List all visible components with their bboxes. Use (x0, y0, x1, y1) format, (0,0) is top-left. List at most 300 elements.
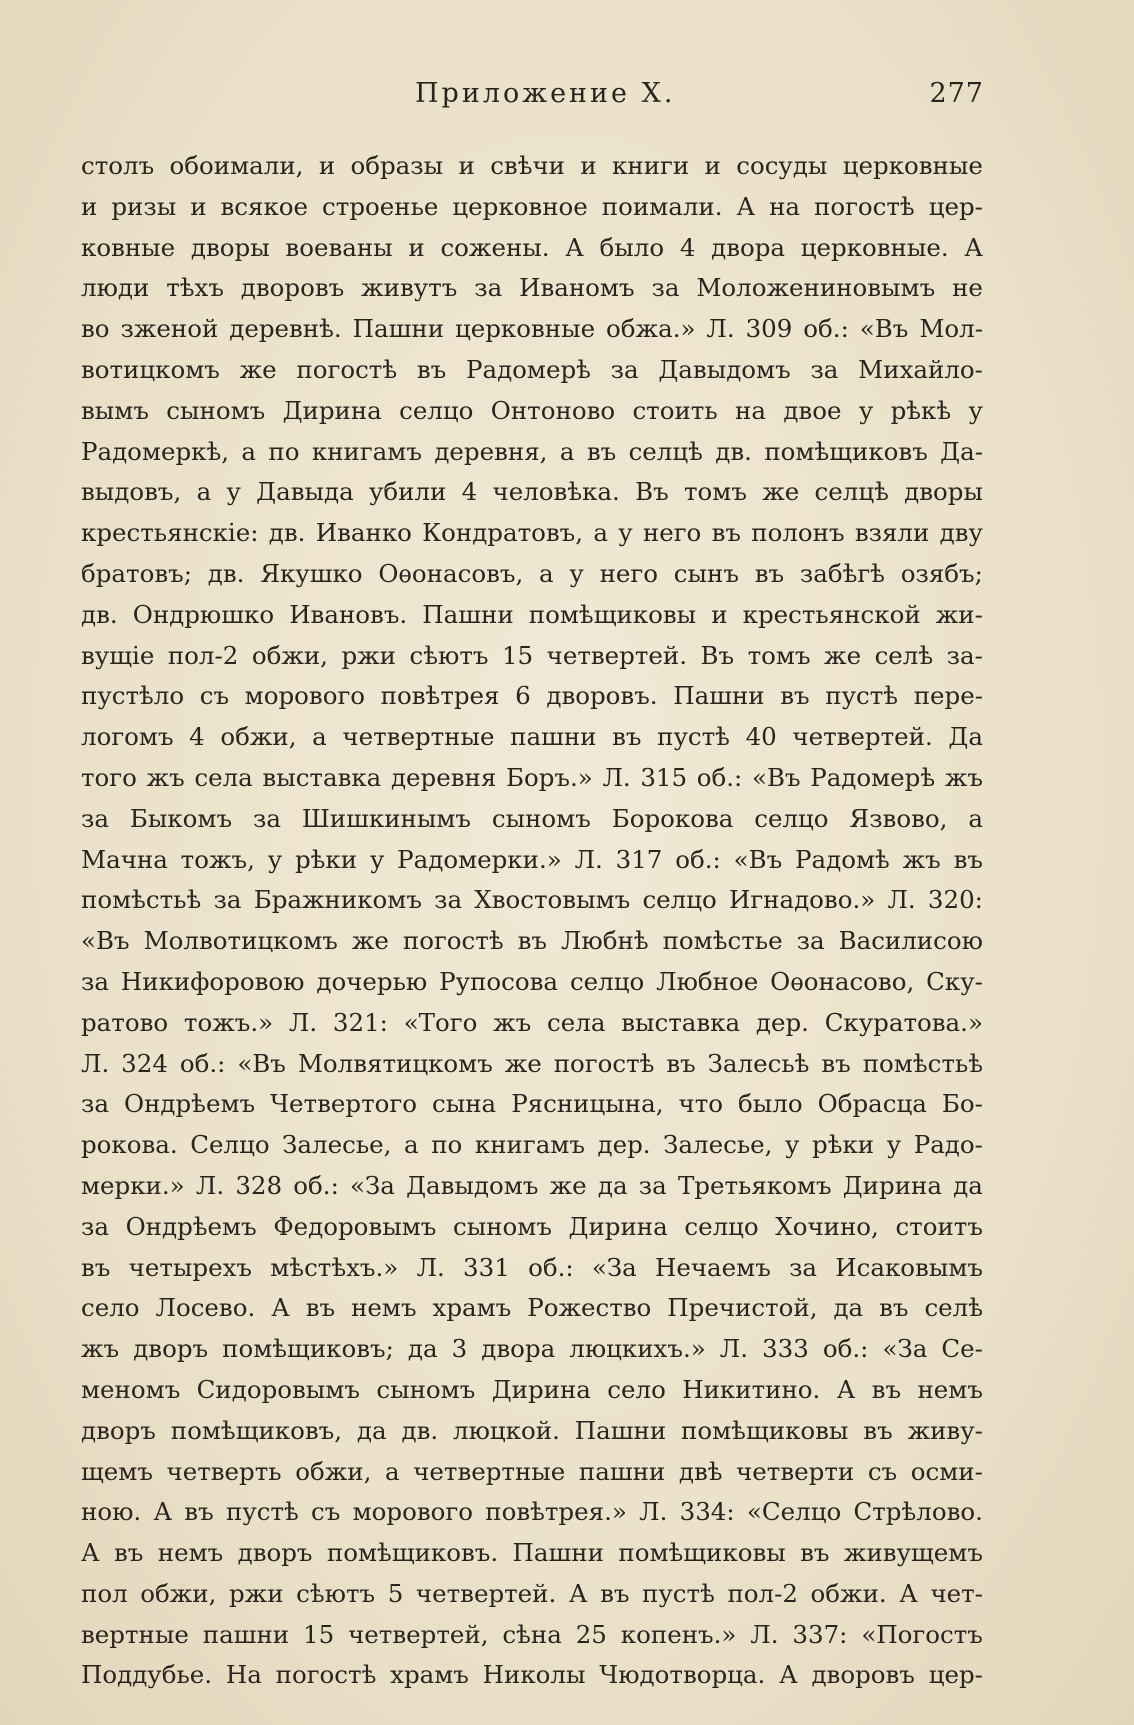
page-number: 277 (929, 78, 984, 109)
word: Л. (887, 885, 916, 915)
text-line (81, 962, 983, 1003)
word: Радомѣ (795, 844, 890, 874)
word: четвертные (413, 1456, 566, 1486)
word: церковные (454, 314, 596, 344)
word: у (369, 844, 385, 874)
word: въ (305, 1293, 336, 1323)
text-line (81, 228, 983, 269)
text-line (81, 1411, 983, 1452)
word: да (953, 1170, 983, 1200)
word: Сидоровымъ (196, 1374, 360, 1404)
word: Пашни (673, 681, 765, 711)
word: селцо (684, 1211, 759, 1241)
word: селцо (569, 966, 645, 996)
word: 6 (515, 681, 531, 711)
word: селцѣ (814, 477, 889, 507)
word: а (593, 518, 608, 548)
word: обжи, (251, 640, 328, 670)
word: да (833, 1293, 864, 1323)
word: Въ (700, 640, 735, 670)
word: и (190, 191, 207, 221)
word: въ (184, 1497, 214, 1527)
word: дворы (190, 232, 270, 262)
text-line (81, 309, 983, 350)
word: что (678, 1089, 724, 1119)
word: об.: (696, 762, 743, 792)
word: обжи, (140, 1578, 217, 1608)
word: дв. (81, 599, 118, 629)
word: 309 (745, 314, 793, 344)
word: было (599, 232, 665, 262)
word: Пашни (352, 314, 445, 344)
word: погостѣ (813, 191, 915, 221)
word: копенъ.» (620, 1619, 737, 1649)
word: Дирина (491, 1374, 591, 1404)
text-line (81, 595, 983, 636)
text-line (81, 1533, 983, 1574)
word: въ (953, 844, 983, 874)
word: Давыдомъ (406, 1170, 539, 1200)
word: селѣ (924, 1293, 983, 1323)
word: Борокова (611, 803, 734, 833)
word: А (271, 1293, 290, 1323)
word: 328 (235, 1170, 283, 1200)
word: и (580, 151, 597, 180)
word: помѣстьѣ (81, 885, 202, 915)
word: а (404, 1130, 419, 1160)
word: Пашни (574, 1415, 667, 1445)
word: Иванко (315, 518, 412, 548)
word: рѣки (812, 1130, 875, 1160)
word: 15 (501, 640, 534, 670)
word: книгамъ (474, 1130, 585, 1160)
word: помѣщиковъ (764, 436, 928, 466)
word: «Погостъ (861, 1619, 983, 1649)
word: выставка (262, 762, 382, 792)
word: же (762, 477, 800, 507)
word: Мачна (81, 844, 168, 874)
word: сѣютъ (296, 1578, 376, 1608)
word: у (858, 395, 874, 425)
word: Федоровымъ (273, 1211, 437, 1241)
word: за (810, 354, 839, 384)
word: Селцо (190, 1130, 270, 1160)
word: Л. (602, 762, 631, 792)
text-line (81, 1044, 983, 1085)
word: дву (939, 518, 983, 548)
word: Хочино, (775, 1211, 879, 1241)
word: строенье (322, 191, 439, 221)
word: и (408, 232, 425, 262)
word: въ (586, 436, 617, 466)
word: съ (199, 681, 230, 711)
word: об.: (293, 1170, 339, 1200)
word: у (785, 1130, 800, 1160)
word: дворъ (237, 1538, 313, 1568)
word: не (952, 273, 983, 303)
word: двѣ (678, 1456, 723, 1486)
text-line (81, 432, 983, 473)
word: Радомерѣ (810, 762, 936, 792)
text-line (81, 1166, 983, 1207)
word: четвертей. (415, 1578, 557, 1608)
word: Исаковымъ (835, 1252, 983, 1282)
word: об.: (528, 1252, 574, 1282)
word: пол-2 (727, 1578, 798, 1608)
word: Давыдомъ (658, 354, 791, 384)
text-line (81, 840, 983, 881)
word: Скуратова.» (824, 1007, 983, 1037)
text-line (81, 1207, 983, 1248)
word: Дирина (282, 395, 382, 425)
word: вымъ (81, 395, 149, 425)
word: мерки.» (81, 1170, 185, 1200)
word: немъ (157, 1538, 224, 1568)
word: тожъ.» (183, 1007, 274, 1037)
word: сѣна (502, 1619, 562, 1649)
word: за (81, 803, 109, 833)
word: Николы (482, 1660, 586, 1690)
word: и (458, 151, 475, 180)
word: Давыда (256, 477, 354, 507)
text-line (81, 1125, 983, 1166)
word: Радомеркѣ, (81, 436, 230, 466)
word: да (356, 1415, 387, 1445)
word: Ску- (926, 966, 983, 996)
word: жъ (146, 762, 185, 792)
word: щемъ (81, 1456, 153, 1486)
word: человѣка. (492, 477, 620, 507)
word: на (769, 191, 800, 221)
word: «Въ (733, 844, 783, 874)
word: цер- (928, 191, 983, 221)
word: живу- (907, 1415, 983, 1445)
word: обжи, (295, 1456, 372, 1486)
word: А (779, 1660, 798, 1690)
word: двое (783, 395, 842, 425)
word: рѣки (294, 844, 358, 874)
word: Онтоново (490, 395, 616, 425)
word: и (704, 151, 721, 180)
word: 5 (387, 1578, 404, 1608)
word: погостѣ (553, 1048, 655, 1078)
word: пустѣ (225, 1497, 299, 1527)
word: живутъ (361, 273, 458, 303)
word: Никифоровою (120, 966, 305, 996)
word: Василисою (838, 926, 983, 956)
word: у (968, 395, 983, 425)
text-line (81, 758, 983, 799)
word: по (268, 436, 300, 466)
word: въ (517, 926, 547, 956)
word: Да (948, 722, 983, 752)
word: церковное (452, 191, 588, 221)
word: того (81, 762, 137, 792)
text-line (81, 391, 983, 432)
word: помѣстье (662, 926, 783, 956)
word: ржи (341, 640, 397, 670)
word: было (738, 1089, 803, 1119)
word: помѣщиковы (618, 1538, 786, 1568)
word: за (434, 885, 463, 915)
text-line (81, 636, 983, 677)
word: Ондрюшко (132, 599, 275, 629)
word: Л. (750, 1619, 779, 1649)
word: сыномъ (452, 1211, 552, 1241)
word: братовъ; (81, 558, 192, 588)
word: него (599, 558, 659, 588)
word: въ (600, 1578, 630, 1608)
word: Пашни (512, 1538, 604, 1568)
word: Третьякомъ (677, 1170, 832, 1200)
word: храмъ (390, 1660, 469, 1690)
word: 4 (679, 232, 696, 262)
word: въ (780, 681, 810, 711)
word: селѣ (874, 640, 934, 670)
text-line (81, 1492, 983, 1533)
word: убили (368, 477, 447, 507)
word: Дирина (842, 1170, 942, 1200)
word: Залесье, (663, 1130, 773, 1160)
word: въ (879, 1293, 909, 1323)
text-line (81, 1003, 983, 1044)
word: у (886, 1130, 902, 1160)
word: ною. (81, 1497, 142, 1527)
word: дер. (755, 1007, 809, 1037)
word: «За (350, 1170, 395, 1200)
word: 320: (927, 885, 983, 915)
word: въ (81, 1252, 111, 1282)
word: Л. (706, 314, 735, 344)
word: Л. (81, 1048, 110, 1078)
word: морового (244, 681, 366, 711)
word: Никитино. (682, 1374, 821, 1404)
word: рѣкѣ (890, 395, 952, 425)
word: Молвятицкомъ (297, 1048, 493, 1078)
word: 337: (792, 1619, 848, 1649)
word: деревня (390, 762, 497, 792)
word: обжи. (810, 1578, 887, 1608)
word: Ондрѣемъ (124, 1089, 256, 1119)
word: за- (946, 640, 983, 670)
word: сожены. (440, 232, 550, 262)
word: за (651, 273, 680, 303)
word: Се- (941, 1334, 983, 1364)
word: а (384, 1456, 400, 1486)
word: Рупосова (439, 966, 559, 996)
word: 324 (121, 1048, 168, 1078)
word: томъ (683, 477, 747, 507)
word: стоитъ (895, 1211, 983, 1241)
text-line (81, 554, 983, 595)
word: Радомерки.» (397, 844, 562, 874)
word: Въ (635, 477, 669, 507)
word: стоить (632, 395, 718, 425)
word: Л. (574, 844, 603, 874)
word: морового (352, 1497, 473, 1527)
word: столъ (81, 151, 155, 180)
text-line (81, 1574, 983, 1615)
word: церковные (842, 151, 983, 180)
word: Молвотицкомъ (143, 926, 338, 956)
word: въ (711, 518, 741, 548)
word: осми- (910, 1456, 983, 1486)
word: Залесьѣ (707, 1048, 810, 1078)
word: поимали. (601, 191, 723, 221)
word: пашни (202, 1619, 290, 1649)
word: дворъ (133, 1334, 209, 1364)
word: дочерью (316, 966, 428, 996)
text-line (81, 1615, 983, 1656)
word: же (351, 926, 389, 956)
word: сыномъ (491, 803, 591, 833)
word: села (547, 1007, 606, 1037)
word: Оѳонасово, (770, 966, 915, 996)
word: полонъ (751, 518, 845, 548)
word: у (226, 477, 241, 507)
word: 315 (640, 762, 688, 792)
word: дер. (597, 1130, 651, 1160)
word: по (431, 1130, 463, 1160)
word: четверти (736, 1456, 855, 1486)
word: жъ (81, 1334, 120, 1364)
word: вотицкомъ (81, 354, 220, 384)
word: об.: (803, 314, 849, 344)
word: двора (711, 232, 786, 262)
word: четвертей. (792, 722, 933, 752)
word: логомъ (81, 722, 174, 752)
word: дв. (268, 518, 306, 548)
word: мѣстѣхъ.» (270, 1252, 399, 1282)
word: образы (350, 151, 444, 180)
word: за (474, 273, 503, 303)
word: книгамъ (311, 436, 422, 466)
word: жъ (493, 1007, 532, 1037)
text-line (81, 676, 983, 717)
word: Хвостовымъ (474, 885, 631, 915)
word: Моложениновымъ (696, 273, 936, 303)
word: деревня, (434, 436, 548, 466)
word: А (736, 191, 756, 221)
word: помѣщиковы (528, 599, 697, 629)
text-line (81, 1329, 983, 1370)
word: выставка (621, 1007, 741, 1037)
word: съ (867, 1456, 898, 1486)
word: крестьянскіе: (81, 518, 259, 548)
word: сынъ (673, 558, 739, 588)
word: за (213, 885, 242, 915)
word: тѣхъ (166, 273, 224, 303)
text-line (81, 187, 983, 228)
text-line (81, 717, 983, 758)
word: него (642, 518, 702, 548)
word: обжи, (220, 722, 297, 752)
word: люди (81, 273, 150, 303)
word: Радо- (913, 1130, 983, 1160)
word: крестьянской (742, 599, 921, 629)
word: томъ (747, 640, 811, 670)
text-line (81, 1084, 983, 1125)
word: же (504, 1048, 542, 1078)
word: а (241, 436, 257, 466)
word: четвертей. (546, 640, 688, 670)
word: повѣтрея (380, 681, 500, 711)
word: дворовъ (811, 1660, 915, 1690)
word: погостѣ (296, 354, 398, 384)
word: въ (754, 558, 785, 588)
word: «Селцо (746, 1497, 842, 1527)
word: помѣщиковъ, (170, 1415, 343, 1445)
word: А (565, 232, 584, 262)
word: Иваномъ (519, 273, 635, 303)
word: «Въ (751, 762, 801, 792)
word: «За (882, 1334, 928, 1364)
word: об.: (822, 1334, 869, 1364)
word: въ (666, 1048, 696, 1078)
word: озябъ; (900, 558, 983, 588)
text-line (81, 799, 983, 840)
word: А (81, 1538, 100, 1568)
word: Да- (940, 436, 983, 466)
word: а (196, 477, 212, 507)
word: Шишкинымъ (301, 803, 471, 833)
word: Якушко (260, 558, 363, 588)
word: обжа.» (606, 314, 696, 344)
word: пустѣ (642, 1578, 715, 1608)
text-line (81, 1370, 983, 1411)
word: двора (481, 1334, 556, 1364)
word: пол-2 (167, 640, 239, 670)
word: «За (591, 1252, 637, 1282)
word: а (559, 436, 575, 466)
word: 3 (451, 1334, 468, 1364)
text-line (81, 921, 983, 962)
text-line (81, 268, 983, 309)
word: Ондрѣемъ (125, 1211, 257, 1241)
word: же (549, 1170, 587, 1200)
word: въ (113, 1538, 144, 1568)
word: «Въ (81, 926, 130, 956)
word: дв. (401, 1415, 439, 1445)
word: люцкой. (453, 1415, 560, 1445)
word: зженой (120, 314, 219, 344)
word: у (569, 558, 584, 588)
word: 15 (303, 1619, 335, 1649)
word: а (539, 558, 554, 588)
word: погостѣ (402, 926, 504, 956)
word: помѣщиковъ. (326, 1538, 499, 1568)
text-line (81, 1248, 983, 1289)
word: Четвертого (270, 1089, 417, 1119)
text-line (81, 146, 983, 187)
word: помѣщиковъ; (222, 1334, 394, 1364)
word: ризы (111, 191, 177, 221)
word: Залесье, (282, 1130, 392, 1160)
word: 40 (745, 722, 777, 752)
word: «Въ (859, 314, 909, 344)
word: дворы (904, 477, 983, 507)
word: Л. (639, 1497, 668, 1527)
word: Пашни (422, 599, 514, 629)
word: Мол- (919, 314, 983, 344)
word: вущіе (81, 640, 155, 670)
word: пустѣ (825, 681, 899, 711)
text-line (81, 880, 983, 921)
word: свѣчи (490, 151, 566, 180)
word: и (711, 599, 728, 629)
word: всякое (220, 191, 309, 221)
word: а (968, 803, 983, 833)
